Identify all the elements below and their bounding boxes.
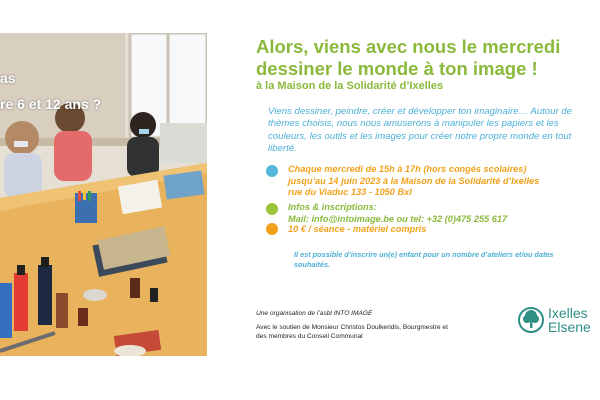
price-text: 10 € / séance - matériel compris xyxy=(288,224,427,234)
schedule-text xyxy=(288,164,539,199)
registration-note: Il est possible d’inscrire un(e) enfant pour un nombre d’ateliers et/ou dates souhaités. xyxy=(294,250,554,269)
contact-details[interactable]: Mail: info@intoimage.be ou tel: +32 (0)475 255 617 xyxy=(288,213,508,224)
ixelles-logo xyxy=(518,305,591,335)
euro-icon xyxy=(266,223,278,235)
schedule-line-2: jusqu’au 14 juin 2023 à la Maison de la Solidarité d’Ixelles xyxy=(288,175,540,186)
schedule-line-3: rue du Viaduc 133 - 1050 Bxl xyxy=(288,187,412,198)
organisation-line: Une organisation de l’asbl INTO IMAGE xyxy=(256,310,373,317)
logo-line-2: Elsene xyxy=(548,319,591,335)
schedule-line-1: Chaque mercredi de 15h à 17h (hors congés scolaires) xyxy=(288,164,527,174)
logo-line-1: Ixelles xyxy=(548,305,588,321)
schedule-block xyxy=(266,164,539,199)
workshop-photo xyxy=(0,33,207,356)
headline: Alors, viens avec nous le mercredi dessiner le monde à ton image ! xyxy=(256,36,561,79)
price-block xyxy=(266,222,426,236)
contact-heading: Infos & inscriptions: xyxy=(288,202,377,212)
photo-caption-line-1: as xyxy=(0,70,16,86)
location-icon xyxy=(266,203,278,215)
subheadline: à la Maison de la Solidarité d’Ixelles xyxy=(256,80,444,92)
support-line: Avec le soutien de Monsieur Christos Doulkeridis, Bourgmestre et des membres du Conseil Communal xyxy=(256,324,448,340)
tree-icon xyxy=(518,305,544,335)
photo-caption-line-2: re 6 et 12 ans ? xyxy=(0,96,102,112)
photo-caption xyxy=(0,65,101,117)
logo-text xyxy=(548,306,591,334)
calendar-icon xyxy=(266,165,278,177)
intro-text: Viens dessiner, peindre, créer et développer ton imaginaire… Autour de thèmes choisis, nous nous amuserons à manipuler les papiers et les couleurs, les outils et les images pour créer notre propre monde en tout liberté. xyxy=(268,106,572,155)
